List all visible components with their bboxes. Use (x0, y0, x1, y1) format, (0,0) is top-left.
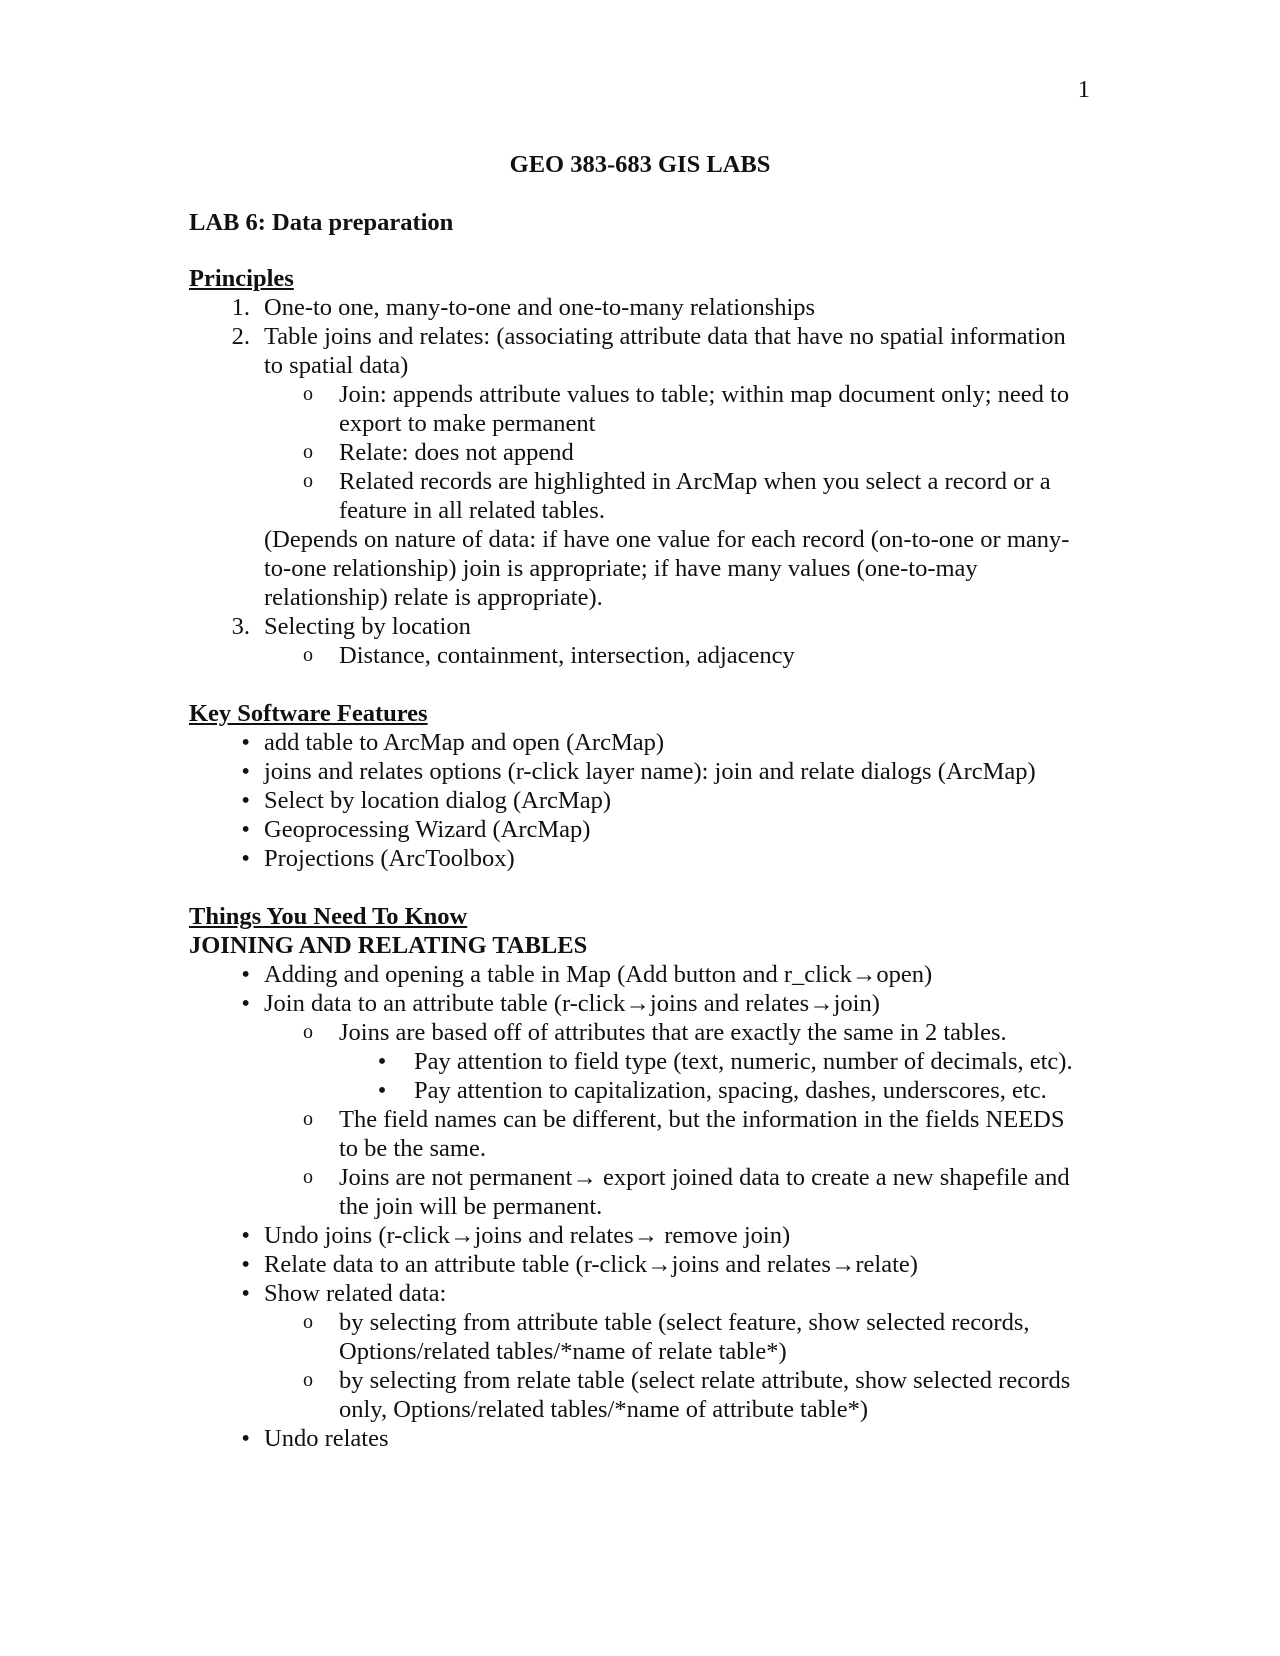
things-heading: Things You Need To Know (189, 903, 468, 930)
principles-item-2 (0, 322, 1280, 351)
sub-item: o The field names can be different, but the information in the fields NEEDS (0, 1105, 1280, 1134)
bullet-icon (220, 1279, 250, 1308)
circle-bullet-icon: o (303, 644, 313, 666)
bullet-icon (372, 1047, 392, 1076)
circle-bullet-icon: o (303, 383, 313, 405)
bullet-icon (220, 989, 250, 1018)
document-title: GEO 383-683 GIS LABS (509, 151, 771, 178)
circle-bullet-icon: o (303, 1369, 313, 1391)
circle-bullet-icon: o (303, 470, 313, 492)
key-features-heading: Key Software Features (189, 700, 428, 727)
sub-item: o by selecting from relate table (select relate attribute, show selected records (0, 1366, 1280, 1395)
sub-item-distance (0, 641, 1280, 670)
principles-item-2-cont (0, 351, 1280, 380)
sub-item-join (0, 380, 1280, 409)
sub-item-text: Distance, containment, intersection, adjacency (339, 642, 795, 669)
circle-bullet-icon: o (303, 441, 313, 463)
document-body (0, 264, 1280, 1453)
list-number: 2. (231, 323, 250, 350)
list-item-text: One-to one, many-to-one and one-to-many relationships (264, 294, 816, 321)
circle-bullet-icon: o (303, 1021, 313, 1043)
principles-item-3 (0, 612, 1280, 641)
sub-item-cont: to be the same. (339, 1135, 486, 1162)
sub-item-text: feature in all related tables. (339, 497, 605, 524)
circle-bullet-icon: o (303, 1311, 313, 1333)
sub-item-cont: only, Options/related tables/*name of attribute table*) (339, 1396, 869, 1423)
list-item: • Join data to an attribute table (r-click→joins and relates→join) (0, 989, 1280, 1018)
circle-bullet-icon: o (303, 1108, 313, 1130)
principles-heading: Principles (189, 265, 294, 292)
bullet-icon (372, 1076, 392, 1105)
bullet-icon (220, 844, 250, 873)
page-number: 1 (1077, 76, 1090, 103)
sub-item-cont: Options/related tables/*name of relate table*) (339, 1338, 787, 1365)
sub-item-join-cont (0, 409, 1280, 438)
sub-item-cont: the join will be permanent. (339, 1193, 603, 1220)
bullet-icon (220, 1424, 250, 1453)
sub-item: o by selecting from attribute table (select feature, show selected records, (0, 1308, 1280, 1337)
bullet-icon (220, 815, 250, 844)
list-item: • Select by location dialog (ArcMap) (0, 786, 1280, 815)
circle-bullet-icon: o (303, 1166, 313, 1188)
bullet-icon (220, 786, 250, 815)
things-subheading: JOINING AND RELATING TABLES (189, 932, 588, 959)
bullet-icon (220, 757, 250, 786)
sub-item-relate (0, 438, 1280, 467)
sub-item: o Joins are based off of attributes that are exactly the same in 2 tables. (0, 1018, 1280, 1047)
list-item: • Undo joins (r-click→joins and relates→ remove join) (0, 1221, 1280, 1250)
principles-note-cont: to-one relationship) join is appropriate; if have many values (one-to-may (264, 555, 978, 582)
sub-item-text: Join: appends attribute values to table; within map document only; need to (339, 381, 1070, 408)
list-item: • Projections (ArcToolbox) (0, 844, 1280, 873)
bullet-icon (220, 728, 250, 757)
list-item: • Relate data to an attribute table (r-click→joins and relates→relate) (0, 1250, 1280, 1279)
list-item-text: Selecting by location (264, 613, 471, 640)
bullet-icon (220, 1221, 250, 1250)
sub-item: o Joins are not permanent→ export joined data to create a new shapefile and (0, 1163, 1280, 1192)
sub-item-related (0, 467, 1280, 496)
sub-sub-item: • Pay attention to field type (text, numeric, number of decimals, etc). (0, 1047, 1280, 1076)
sub-item-text: Relate: does not append (339, 439, 574, 466)
list-number: 3. (231, 613, 250, 640)
lab-title: LAB 6: Data preparation (189, 209, 454, 236)
list-item: • add table to ArcMap and open (ArcMap) (0, 728, 1280, 757)
list-item: • Show related data: (0, 1279, 1280, 1308)
sub-sub-item: • Pay attention to capitalization, spacing, dashes, underscores, etc. (0, 1076, 1280, 1105)
principles-item-1 (0, 293, 1280, 322)
list-number: 1. (231, 294, 250, 321)
list-item-text: to spatial data) (264, 352, 409, 379)
bullet-icon (220, 1250, 250, 1279)
list-item: • joins and relates options (r-click layer name): join and relate dialogs (ArcMap) (0, 757, 1280, 786)
list-item: • Geoprocessing Wizard (ArcMap) (0, 815, 1280, 844)
list-item-text: Table joins and relates: (associating attribute data that have no spatial information (264, 323, 1066, 350)
principles-note: (Depends on nature of data: if have one value for each record (on-to-one or many- (264, 526, 1070, 553)
sub-item-text: export to make permanent (339, 410, 596, 437)
bullet-icon (220, 960, 250, 989)
sub-item-text: Related records are highlighted in ArcMap when you select a record or a (339, 468, 1051, 495)
list-item: • Undo relates (0, 1424, 1280, 1453)
sub-item-related-cont (0, 496, 1280, 525)
principles-note-cont: relationship) relate is appropriate). (264, 584, 603, 611)
list-item: • Adding and opening a table in Map (Add button and r_click→open) (0, 960, 1280, 989)
